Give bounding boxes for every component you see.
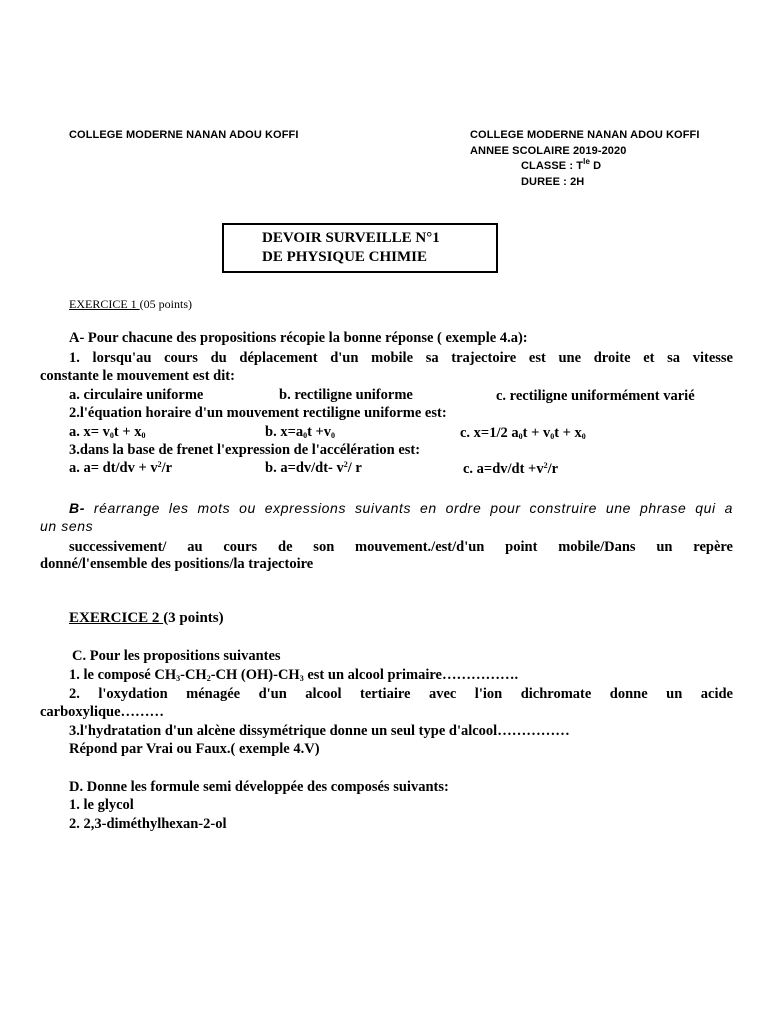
section-b-words-1: successivement/ au cours de son mouvement./est/d'un point mobile/Dans un repère [69, 539, 733, 555]
q1-line-1: 1. lorsqu'au cours du déplacement d'un mobile sa trajectoire est une droite et sa vitesse [69, 350, 733, 366]
c-item-2-line-2: carboxylique……… [40, 704, 165, 720]
section-a-intro: A- Pour chacune des propositions récopie la bonne réponse ( exemple 4.a): [69, 330, 528, 346]
q3-option-a [69, 460, 172, 477]
q2-c-part3: t + x [554, 425, 582, 441]
right-school-name: COLLEGE MODERNE NANAN ADOU KOFFI [470, 129, 700, 141]
exercise-2-points: (3 points) [163, 610, 224, 626]
q2-a-part1: a. x= v [69, 424, 110, 440]
q3-a-part1: a. a= dt/dv + v [69, 460, 158, 476]
class-sup: le [583, 157, 590, 166]
q3-c-part2: /r [547, 461, 559, 477]
q1-option-b: b. rectiligne uniforme [279, 387, 413, 403]
title-line-1: DEVOIR SURVEILLE N°1 [262, 230, 440, 246]
q3-a-part2: /r [161, 460, 173, 476]
q2-option-b [265, 424, 335, 441]
class-info [521, 157, 602, 172]
exercise-1-title: EXERCICE 1 [69, 297, 140, 311]
exercise-1-points: (05 points) [139, 297, 193, 311]
q1-option-a: a. circulaire uniforme [69, 387, 204, 403]
q2-b-part1: b. x=a [265, 424, 304, 440]
c-item-3: 3.l'hydratation d'un alcène dissymétrique donne un seul type d'alcool…………… [69, 723, 570, 739]
c1-part4: est un alcool primaire……………. [303, 667, 519, 683]
c1-part2: -CH [180, 667, 207, 683]
q2-a-part2: t + x [113, 424, 142, 440]
q2-text: 2.l'équation horaire d'un mouvement rectiligne uniforme est: [69, 405, 447, 421]
q2-a-sub1: 0 [109, 431, 114, 440]
answer-rule: Répond par Vrai ou Faux.( exemple 4.V) [69, 741, 320, 757]
school-year: ANNEE SCOLAIRE 2019-2020 [470, 145, 627, 157]
c1-sub1: 3 [176, 674, 181, 683]
title-box [222, 223, 498, 273]
title-line-2: DE PHYSIQUE CHIMIE [262, 249, 428, 265]
q1-option-c: c. rectiligne uniformément varié [496, 388, 695, 404]
q3-b-part2: / r [347, 460, 362, 476]
exercise-2-title: EXERCICE 2 [69, 610, 164, 626]
d-item-1: 1. le glycol [69, 797, 134, 813]
q2-b-sub1: 0 [303, 431, 308, 440]
q3-b-sup: 2 [343, 460, 348, 469]
class-suffix: D [590, 160, 602, 172]
q2-b-part2: t +v [307, 424, 332, 440]
c1-part1: 1. le composé CH [69, 667, 177, 683]
c-item-2-line-1: 2. l'oxydation ménagée d'un alcool tertiaire avec l'ion dichromate donne un acide [69, 686, 733, 702]
c1-sub3: 3 [299, 674, 304, 683]
duration: DUREE : 2H [521, 176, 585, 188]
q1-line-2: constante le mouvement est dit: [40, 368, 235, 384]
section-b-text: réarrange les mots ou expressions suivants en ordre pour construire une phrase qui a [84, 500, 733, 516]
section-b-line-2: un sens [40, 518, 94, 534]
q3-text: 3.dans la base de frenet l'expression de l'accélération est: [69, 442, 421, 458]
section-b-line-1 [69, 500, 733, 516]
q2-option-c [460, 425, 586, 442]
exercise-2-heading [69, 610, 224, 627]
section-b-words-2: donné/l'ensemble des positions/la trajectoire [40, 556, 314, 572]
section-d-intro: D. Donne les formule semi développée des composés suivants: [69, 779, 449, 795]
q2-c-part2: t + v [522, 425, 551, 441]
class-label: CLASSE : T [521, 160, 584, 172]
c-item-1 [69, 667, 518, 684]
q3-c-part1: c. a=dv/dt +v [463, 461, 544, 477]
c1-part3: -CH (OH)-CH [210, 667, 300, 683]
q2-c-sub3: 0 [581, 432, 586, 441]
q2-b-sub2: 0 [331, 431, 336, 440]
q2-c-sub2: 0 [550, 432, 555, 441]
q2-c-part1: c. x=1/2 a [460, 425, 519, 441]
q3-c-sup: 2 [543, 461, 548, 470]
q2-a-sub2: 0 [141, 431, 146, 440]
d-item-2: 2. 2,3-diméthylhexan-2-ol [69, 816, 227, 832]
section-c-intro: C. Pour les propositions suivantes [72, 648, 281, 664]
c1-sub2: 2 [206, 674, 211, 683]
q3-a-sup: 2 [157, 460, 162, 469]
q2-c-sub1: 0 [518, 432, 523, 441]
q3-option-b [265, 460, 362, 477]
q3-option-c [463, 461, 558, 478]
section-b-label: B- [69, 500, 85, 516]
q2-option-a [69, 424, 145, 441]
exercise-1-heading [69, 297, 192, 312]
left-school-name: COLLEGE MODERNE NANAN ADOU KOFFI [69, 129, 299, 141]
q3-b-part1: b. a=dv/dt- v [265, 460, 344, 476]
